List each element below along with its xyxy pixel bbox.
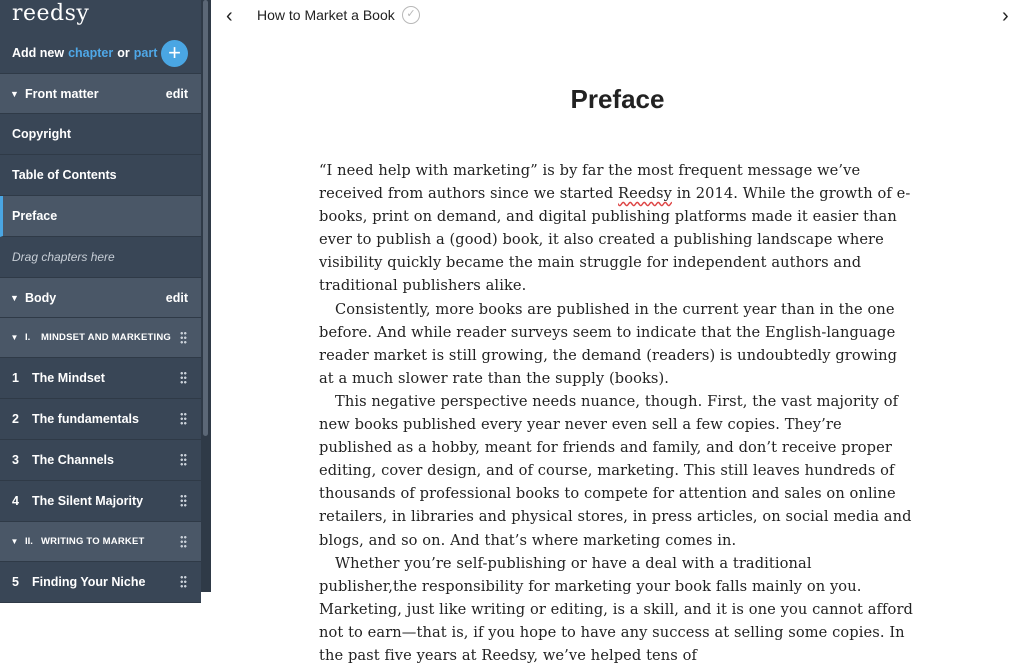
chapter-title: Finding Your Niche (32, 575, 146, 589)
sidebar-item-label: Table of Contents (12, 168, 117, 182)
book-title: How to Market a Book (257, 7, 395, 23)
collapse-triangle-icon[interactable]: ▼ (10, 292, 19, 303)
body-header[interactable] (0, 278, 201, 318)
add-new-row (0, 32, 201, 74)
add-part-link[interactable]: part (133, 45, 158, 60)
chapter-row-4[interactable] (0, 481, 201, 522)
chapter-number: 5 (12, 575, 19, 589)
collapse-triangle-icon[interactable]: ▼ (10, 333, 19, 342)
chapter-row-1[interactable] (0, 358, 201, 399)
part-row-2[interactable] (0, 522, 201, 562)
sidebar-item-copyright[interactable] (0, 114, 201, 155)
chapter-row-3[interactable] (0, 440, 201, 481)
drag-hint-label: Drag chapters here (12, 250, 115, 264)
paragraph[interactable]: This negative perspective needs nuance, though. First, the vast majority of new books published every year never even sell a few copies. They’re published as a hobby, meant for friends and family, and don’t receive proper editing, cover design, and of course, marketing. This still leaves hundreds of thousands of professional books to compete for attention and sales on online retailers, in libraries and physical stores, in press articles, on social media and blogs, and so on. And that’s where marketing comes in. (319, 392, 912, 549)
body-label: Body (25, 290, 57, 305)
forward-chevron-icon[interactable]: › (1002, 5, 1009, 27)
text-run: “I need help with marketing” is by far the most frequent message we’ve received from authors since we started (319, 162, 861, 203)
drag-handle-icon[interactable] (180, 371, 187, 385)
drag-handle-icon[interactable] (180, 535, 187, 549)
sidebar (0, 0, 211, 592)
paragraph[interactable]: Whether you’re self-publishing or have a deal with a traditional publisher,the responsibility for marketing your book falls mainly on you. Marketing, just like writing or editing, is a skill, and it is one you cannot afford not to earn—that is, if you hope to have any success at selling some copies. In the past five years at Reedsy, we’ve helped tens of (319, 554, 913, 664)
add-or-label: or (117, 45, 130, 60)
drag-handle-icon[interactable] (180, 453, 187, 467)
add-plus-button[interactable] (161, 40, 188, 67)
drag-handle-icon[interactable] (180, 494, 187, 508)
sidebar-item-table-of-contents[interactable] (0, 155, 201, 196)
body-edit-button[interactable]: edit (165, 290, 188, 305)
chapter-number: 4 (12, 494, 19, 508)
front-matter-label: Front matter (25, 86, 99, 101)
chapter-number: 3 (12, 453, 19, 467)
drag-handle-icon[interactable] (180, 331, 187, 345)
chapter-number: 1 (12, 371, 19, 385)
drag-chapters-hint (0, 237, 201, 278)
part-row-1[interactable] (0, 318, 201, 358)
paragraph[interactable] (319, 159, 913, 298)
chapter-body-editor[interactable] (319, 159, 913, 667)
back-chevron-icon[interactable]: ‹ (226, 5, 233, 27)
sidebar-scrollbar-thumb[interactable] (203, 0, 208, 436)
add-new-label: Add new (12, 45, 65, 60)
part-number: II. (25, 536, 33, 547)
text-run: in 2014. While the growth of e-books, print on demand, and digital publishing platforms made it easier than ever to publish a (good) book, it also created a publishing landscape where visibility quickly became the main struggle for independent authors and traditional publishers alike. (319, 185, 911, 295)
misspelled-word[interactable]: Reedsy (618, 185, 672, 203)
check-circle-icon[interactable]: ✓ (402, 6, 420, 24)
plus-icon: + (168, 40, 181, 65)
chapter-row-2[interactable] (0, 399, 201, 440)
chapter-title: The fundamentals (32, 412, 139, 426)
chapter-number: 2 (12, 412, 19, 426)
sidebar-item-preface[interactable] (0, 196, 201, 237)
part-title: WRITING TO MARKET (41, 536, 145, 547)
chapter-row-5[interactable] (0, 562, 201, 603)
collapse-triangle-icon[interactable]: ▼ (10, 537, 19, 546)
collapse-triangle-icon[interactable]: ▼ (10, 88, 19, 99)
chapter-title: The Mindset (32, 371, 105, 385)
sidebar-item-label: Preface (12, 209, 58, 223)
paragraph[interactable]: Consistently, more books are published in the current year than in the one before. And while reader surveys seem to indicate that the English-language reader market is still growing, the demand (readers) is undoubtedly growing at a much slower rate than the supply (books). (319, 300, 898, 387)
drag-handle-icon[interactable] (180, 575, 187, 589)
sidebar-item-label: Copyright (12, 127, 72, 141)
add-chapter-link[interactable]: chapter (68, 45, 114, 60)
chapter-title: The Channels (32, 453, 114, 467)
front-matter-edit-button[interactable]: edit (165, 86, 188, 101)
part-title: MINDSET AND MARKETING (41, 332, 171, 343)
drag-handle-icon[interactable] (180, 412, 187, 426)
chapter-heading[interactable]: Preface (570, 84, 665, 114)
front-matter-header[interactable] (0, 74, 201, 114)
chapter-title: The Silent Majority (32, 494, 144, 508)
reedsy-logo[interactable]: reedsy (12, 1, 90, 26)
part-number: I. (25, 332, 31, 343)
